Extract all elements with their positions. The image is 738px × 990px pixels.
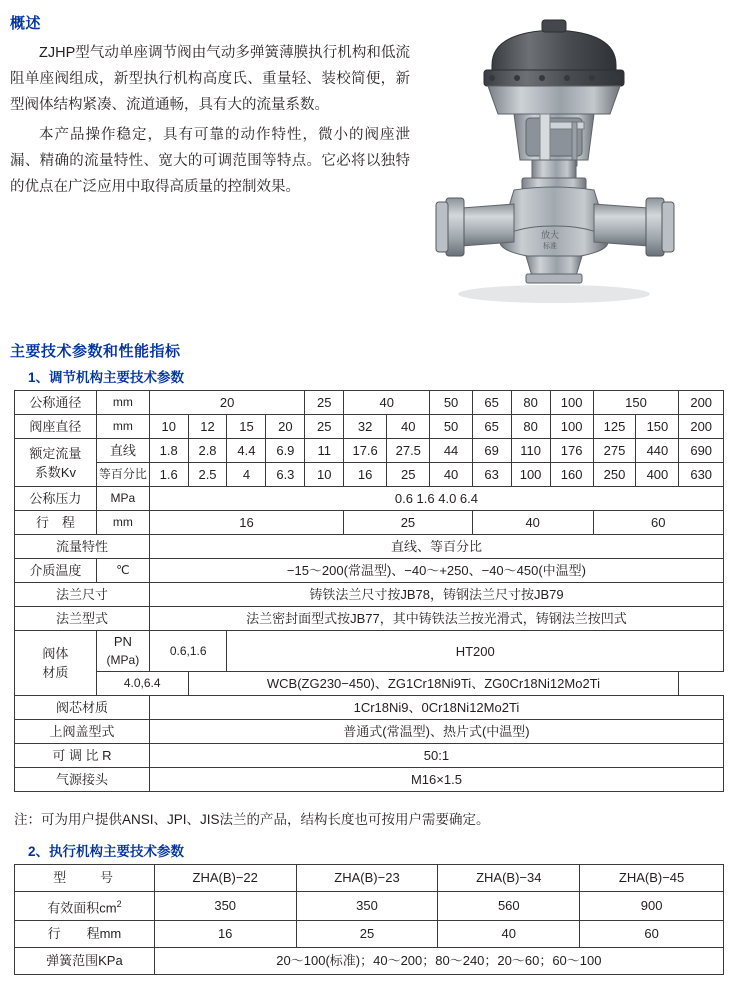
cell-area-1: 350 [296, 892, 438, 921]
row-label-travel: 行 程 [15, 511, 97, 535]
cell-kve-4: 10 [305, 463, 344, 487]
subsection-2-heading: 2、执行机构主要技术参数 [28, 844, 185, 859]
row-label-body-material [15, 631, 97, 696]
table-row-seat-diameter [15, 415, 724, 439]
cell-travel-60: 60 [593, 511, 723, 535]
regulating-mechanism-table-wrap [14, 390, 724, 792]
cell-kvl-8: 69 [472, 439, 511, 463]
cell-sd-10: 100 [550, 415, 593, 439]
cell-kvl-10: 176 [550, 439, 593, 463]
cell-nd-65: 65 [472, 391, 511, 415]
table-row-air-connection [15, 768, 724, 792]
table-row-flange-type [15, 607, 724, 631]
pn-label: PN [113, 634, 132, 649]
overview-paragraph-2: 本产品操作稳定，具有可靠的动作特性，微小的阀座泄漏、精确的流量特性、宽大的可调范围等特点。它必将以独特的优点在广泛应用中取得高质量的控制效果。 [10, 127, 410, 195]
table-row-trim-material [15, 696, 724, 720]
cell-kvl-4: 11 [305, 439, 344, 463]
row-unit-medium-temperature: ℃ [96, 559, 149, 583]
cell-kvl-5: 17.6 [344, 439, 387, 463]
actuator-table [14, 864, 724, 975]
cell-kvl-7: 44 [430, 439, 472, 463]
row-label-kv-line2: 系数Kv [34, 464, 77, 480]
cell-kvl-12: 440 [636, 439, 679, 463]
cell-kve-12: 400 [636, 463, 679, 487]
overview-paragraph-1: ZJHP型气动单座调节阀由气动多弹簧薄膜执行机构和低流阻单座阀组成，新型执行机构高度氏、重量轻、装校简便，新型阀体结构紧凑、流道通畅，具有大的流量系数。 [10, 45, 410, 113]
actuator-header-model: 型 号 [15, 865, 155, 892]
cell-air-connection-value: M16×1.5 [149, 768, 723, 792]
cell-kvl-0: 1.8 [149, 439, 188, 463]
cell-sd-0: 10 [149, 415, 188, 439]
cell-kve-6: 25 [387, 463, 430, 487]
cell-nd-50: 50 [430, 391, 472, 415]
row-label-bonnet-type: 上阀盖型式 [15, 720, 150, 744]
cell-area-0: 350 [154, 892, 296, 921]
cell-kve-7: 40 [430, 463, 472, 487]
pn-unit: (MPa) [106, 653, 140, 667]
actuator-row-spring-range [15, 948, 724, 975]
row-label-pn [96, 631, 149, 672]
cell-kvl-2: 4.4 [227, 439, 266, 463]
table-row-nominal-pressure [15, 487, 724, 511]
table-row-kv-equal [15, 463, 724, 487]
row-label-kv [15, 439, 97, 487]
row-label-seat-diameter: 阀座直径 [15, 415, 97, 439]
cell-kvl-11: 275 [593, 439, 636, 463]
cell-kve-5: 16 [344, 463, 387, 487]
actuator-label-spring-range: 弹簧范围KPa [15, 948, 155, 975]
cell-sd-3: 20 [266, 415, 305, 439]
cell-travel-40: 40 [472, 511, 593, 535]
table-row-kv-linear [15, 439, 724, 463]
cell-travel2-3: 60 [580, 921, 724, 948]
body-sublabel: 标准 [543, 243, 557, 250]
cell-kve-2: 4 [227, 463, 266, 487]
cell-travel-25: 25 [344, 511, 473, 535]
cell-sd-2: 15 [227, 415, 266, 439]
table-row-flange-size [15, 583, 724, 607]
table-row-bonnet-type [15, 720, 724, 744]
actuator-header-col-1: ZHA(B)−22 [154, 865, 296, 892]
cell-kve-0: 1.6 [149, 463, 188, 487]
cell-body-material-1: HT200 [227, 631, 724, 672]
row-label-nominal-pressure: 公称压力 [15, 487, 97, 511]
row-label-body-material-line2: 材质 [42, 665, 69, 680]
cell-kve-10: 160 [550, 463, 593, 487]
cell-travel2-0: 16 [154, 921, 296, 948]
product-photo [422, 10, 722, 325]
cell-kvl-6: 27.5 [387, 439, 430, 463]
cell-body-material-2: WCB(ZG230−450)、ZG1Cr18Ni9Ti、ZG0Cr18Ni12Mo2Ti [188, 672, 679, 696]
cell-nd-150: 150 [593, 391, 679, 415]
cell-medium-temperature-value: −15～200(常温型)、−40～+250、−40～450(中温型) [149, 559, 723, 583]
cell-kve-11: 250 [593, 463, 636, 487]
actuator-row-travel [15, 921, 724, 948]
subsection-1-heading: 1、调节机构主要技术参数 [28, 370, 185, 385]
row-unit-nominal-pressure: MPa [96, 487, 149, 511]
cell-nd-20: 20 [149, 391, 304, 415]
row-label-trim-material: 阀芯材质 [15, 696, 150, 720]
cell-sd-12: 150 [636, 415, 679, 439]
cell-trim-material-value: 1Cr18Ni9、0Cr18Ni12Mo2Ti [149, 696, 723, 720]
cell-kvl-1: 2.8 [188, 439, 227, 463]
row-label-flange-type: 法兰型式 [15, 607, 150, 631]
cell-spring-range-value: 20～100(标准)；40～200；80～240；20～60；60～100 [154, 948, 723, 975]
cell-kve-1: 2.5 [188, 463, 227, 487]
cell-sd-9: 80 [511, 415, 550, 439]
table-row-travel [15, 511, 724, 535]
cell-flange-type-value: 法兰密封面型式按JB77，其中铸铁法兰按光滑式，铸钢法兰按凹式 [149, 607, 723, 631]
effective-area-label-text: 有效面积cm [47, 900, 117, 916]
row-label-air-connection: 气源接头 [15, 768, 150, 792]
row-unit-nominal-diameter: mm [96, 391, 149, 415]
actuator-header-col-4: ZHA(B)−45 [580, 865, 724, 892]
specs-heading: 主要技术参数和性能指标 [10, 343, 181, 360]
cell-sd-13: 200 [679, 415, 724, 439]
row-label-nominal-diameter: 公称通径 [15, 391, 97, 415]
actuator-label-travel: 行 程mm [15, 921, 155, 948]
cell-sd-7: 50 [430, 415, 472, 439]
cell-rangeability-value: 50:1 [149, 744, 723, 768]
cell-nd-80: 80 [511, 391, 550, 415]
valve-illustration [422, 10, 722, 325]
cell-nd-200: 200 [679, 391, 724, 415]
cell-travel-16: 16 [149, 511, 343, 535]
row-label-kv-line1: 额定流量 [29, 445, 82, 461]
cell-travel2-2: 40 [438, 921, 580, 948]
cell-sd-1: 12 [188, 415, 227, 439]
actuator-header-col-2: ZHA(B)−23 [296, 865, 438, 892]
row-label-rangeability: 可 调 比 R [15, 744, 150, 768]
cell-sd-4: 25 [305, 415, 344, 439]
cell-sd-6: 40 [387, 415, 430, 439]
cell-pn-range-2: 4.0,6.4 [96, 672, 188, 696]
cell-nd-100: 100 [550, 391, 593, 415]
table-note: 注：可为用户提供ANSI、JPI、JIS法兰的产品，结构长度也可按用户需要确定。 [14, 812, 490, 827]
cell-bonnet-type-value: 普通式(常温型)、热片式(中温型) [149, 720, 723, 744]
cell-kvl-13: 690 [679, 439, 724, 463]
cell-pn-range-1: 0.6,1.6 [149, 631, 227, 672]
table-row-rangeability [15, 744, 724, 768]
cell-kve-9: 100 [511, 463, 550, 487]
cell-travel2-1: 25 [296, 921, 438, 948]
row-unit-travel: mm [96, 511, 149, 535]
cell-flange-size-value: 铸铁法兰尺寸按JB78，铸钢法兰尺寸按JB79 [149, 583, 723, 607]
table-row-nominal-diameter [15, 391, 724, 415]
overview-body [10, 40, 410, 204]
body-label: 放大 [540, 230, 560, 240]
actuator-row-effective-area [15, 892, 724, 921]
table-row-flow-characteristic [15, 535, 724, 559]
table-row-medium-temperature [15, 559, 724, 583]
cell-kvl-9: 110 [511, 439, 550, 463]
cell-kve-13: 630 [679, 463, 724, 487]
table-row-body-material-2 [15, 672, 724, 696]
cell-kve-3: 6.3 [266, 463, 305, 487]
actuator-header-col-3: ZHA(B)−34 [438, 865, 580, 892]
row-unit-seat-diameter: mm [96, 415, 149, 439]
effective-area-label-sup: 2 [116, 899, 122, 909]
row-sub-kv-linear: 直线 [96, 439, 149, 463]
cell-sd-11: 125 [593, 415, 636, 439]
regulating-mechanism-table [14, 390, 724, 792]
row-sub-kv-equal: 等百分比 [96, 463, 149, 487]
row-label-flow-characteristic: 流量特性 [15, 535, 150, 559]
cell-nd-25: 25 [305, 391, 344, 415]
actuator-header-row [15, 865, 724, 892]
table-row-body-material-1 [15, 631, 724, 672]
cell-sd-8: 65 [472, 415, 511, 439]
row-label-body-material-line1: 阀体 [42, 646, 69, 661]
row-label-flange-size: 法兰尺寸 [15, 583, 150, 607]
cell-nd-40: 40 [344, 391, 430, 415]
cell-flow-characteristic-value: 直线、等百分比 [149, 535, 723, 559]
cell-nominal-pressure-value: 0.6 1.6 4.0 6.4 [149, 487, 723, 511]
cell-kve-8: 63 [472, 463, 511, 487]
cell-area-2: 560 [438, 892, 580, 921]
overview-heading: 概述 [10, 15, 42, 32]
cell-sd-5: 32 [344, 415, 387, 439]
row-label-medium-temperature: 介质温度 [15, 559, 97, 583]
actuator-table-wrap [14, 864, 724, 975]
actuator-label-effective-area [15, 892, 155, 921]
cell-area-3: 900 [580, 892, 724, 921]
cell-kvl-3: 6.9 [266, 439, 305, 463]
